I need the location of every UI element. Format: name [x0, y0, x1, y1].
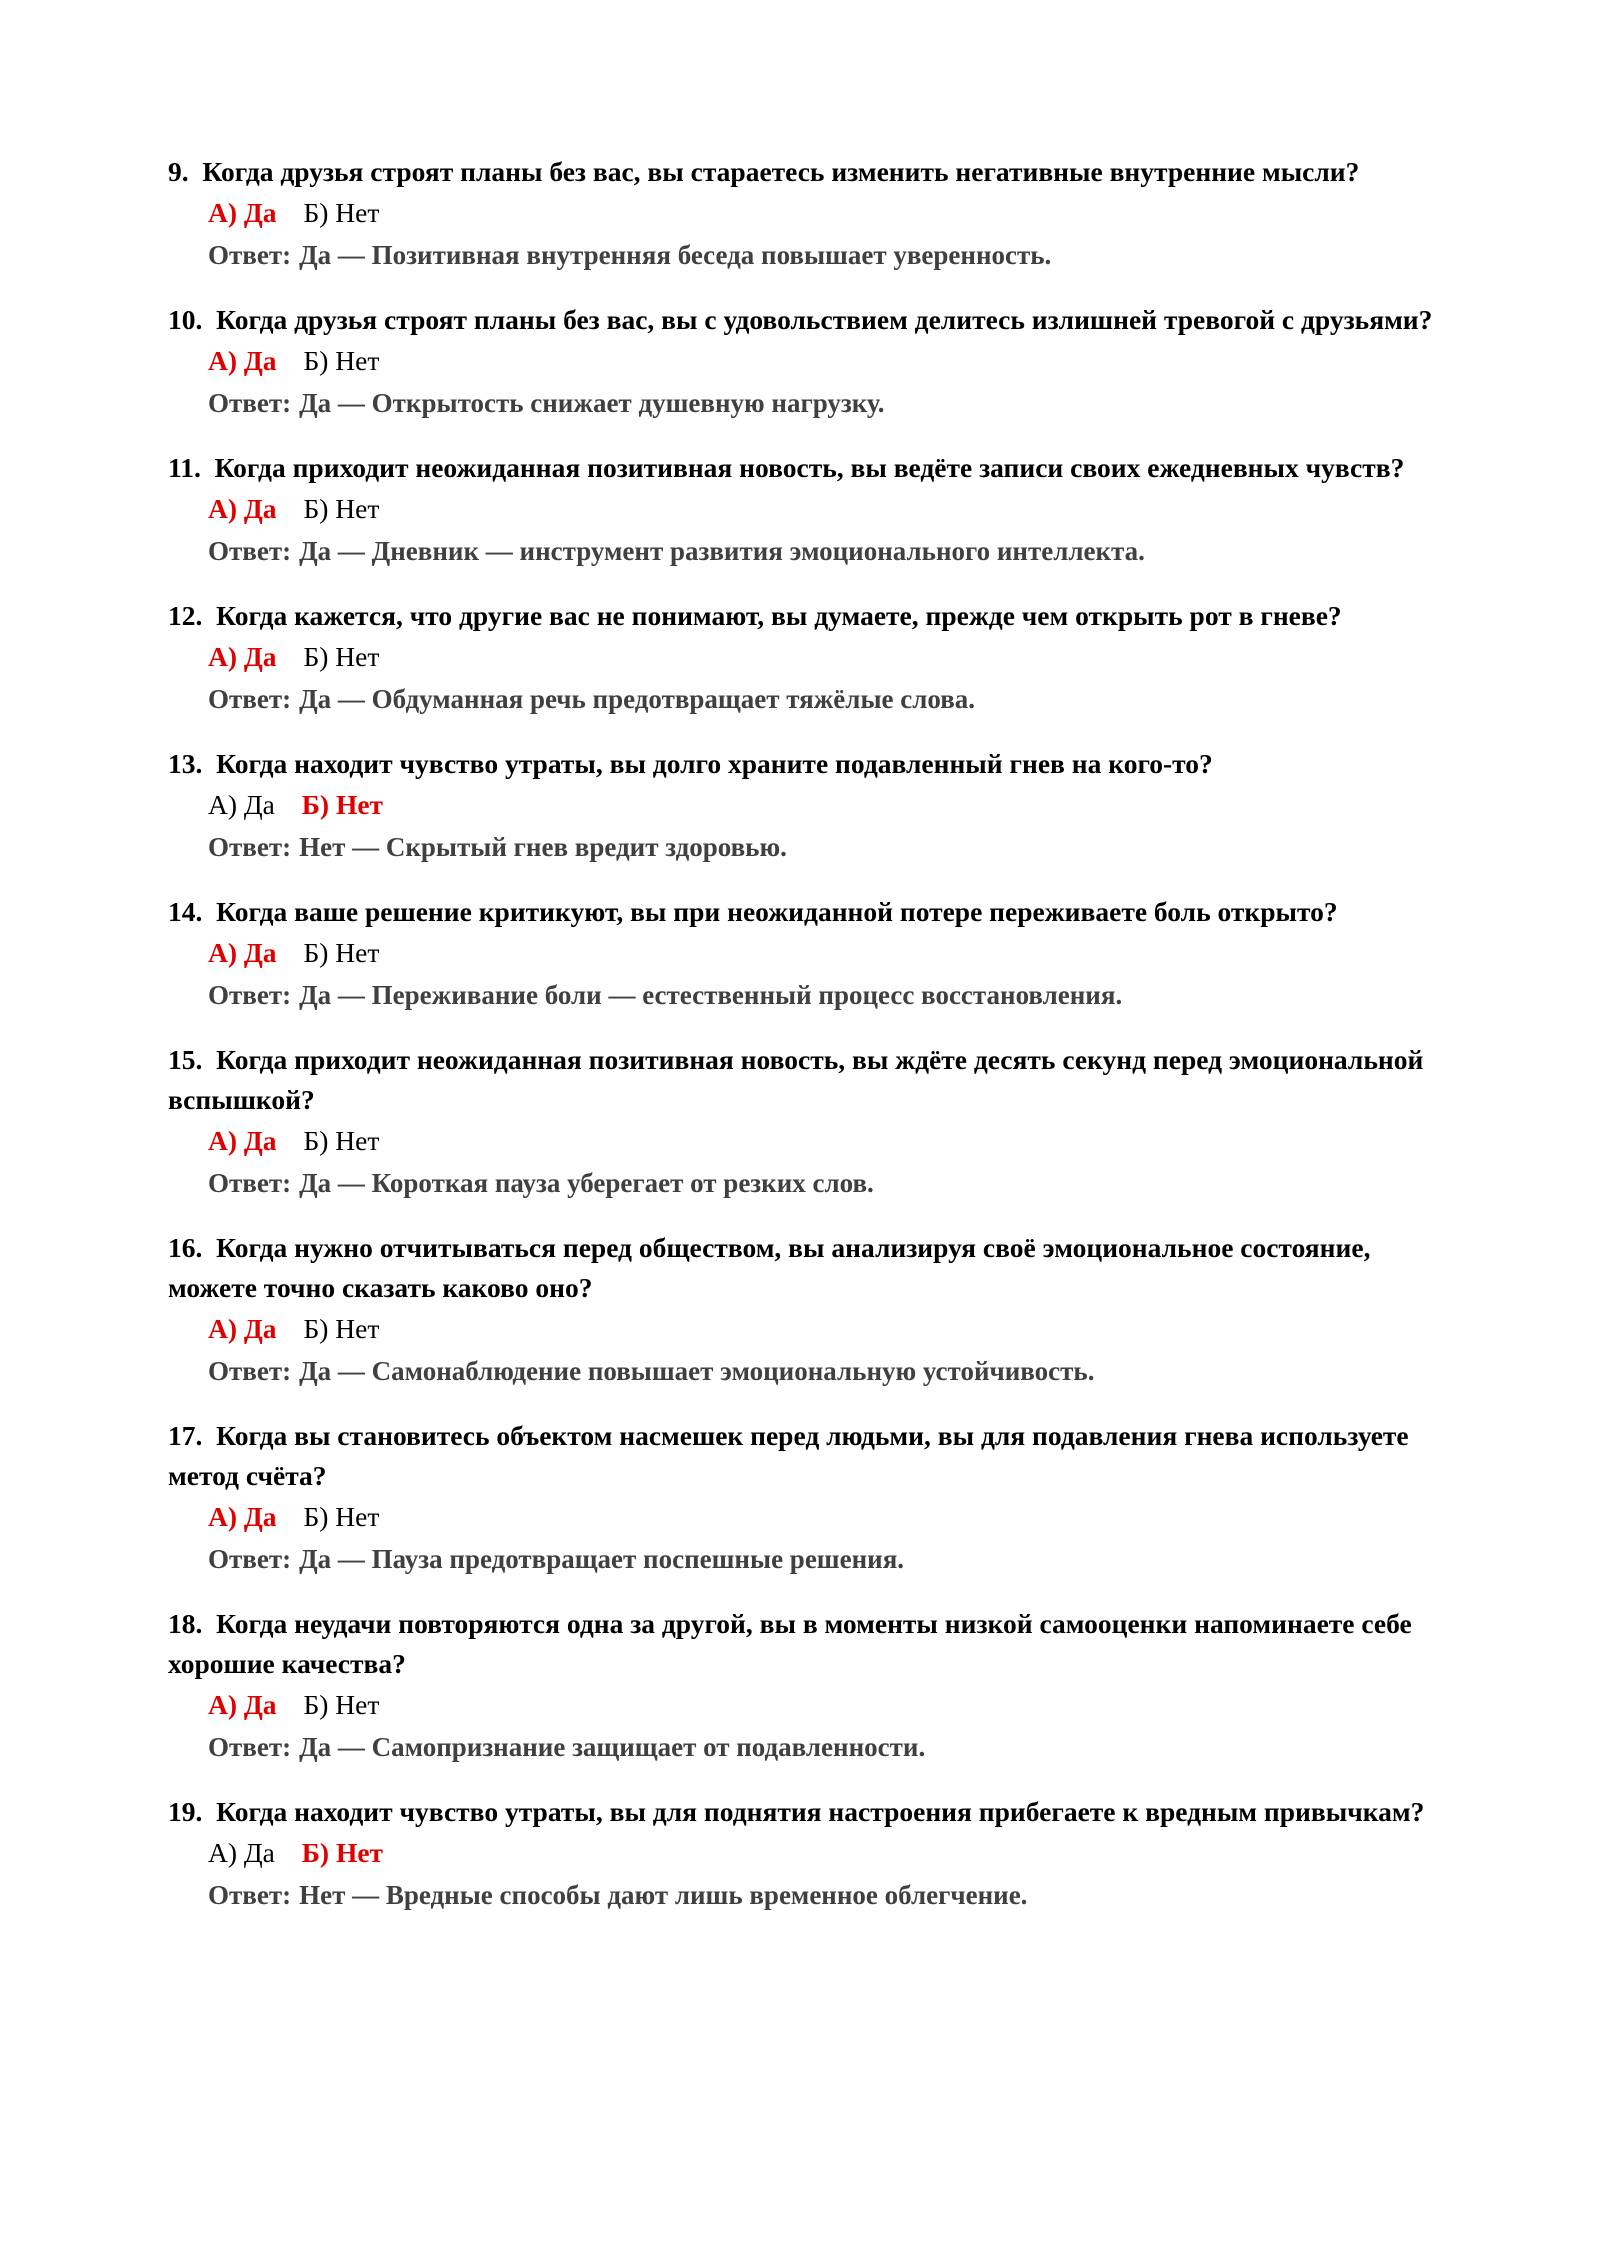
- option-a[interactable]: А) Да: [208, 1125, 277, 1156]
- answer-text: Да — Открытость снижает душевную нагрузку.: [299, 388, 885, 418]
- answer-text: Да — Дневник — инструмент развития эмоционального интеллекта.: [299, 536, 1145, 566]
- option-b[interactable]: Б) Нет: [303, 1313, 380, 1344]
- answer-text: Нет — Вредные способы дают лишь временное облегчение.: [299, 1880, 1028, 1910]
- question-number: 10.: [168, 304, 203, 335]
- answer-label: Ответ:: [208, 1732, 292, 1762]
- question-block: [168, 300, 1438, 424]
- answer-label: Ответ:: [208, 684, 292, 714]
- question-block: [168, 1416, 1438, 1580]
- answer-row: [208, 1538, 1438, 1580]
- option-a[interactable]: А) Да: [208, 789, 275, 820]
- answer-label: Ответ:: [208, 1880, 292, 1910]
- question-body: Когда приходит неожиданная позитивная новость, вы ждёте десять секунд перед эмоциональной вспышкой?: [168, 1044, 1424, 1115]
- option-b[interactable]: Б) Нет: [301, 1837, 384, 1868]
- answer-text: Да — Обдуманная речь предотвращает тяжёлые слова.: [299, 684, 976, 714]
- question-number: 13.: [168, 748, 203, 779]
- question-body: Когда приходит неожиданная позитивная новость, вы ведёте записи своих ежедневных чувств?: [214, 452, 1405, 483]
- question-block: [168, 152, 1438, 276]
- answer-row: [208, 530, 1438, 572]
- option-b[interactable]: Б) Нет: [303, 345, 380, 376]
- question-text: [168, 892, 1438, 932]
- question-block: [168, 1604, 1438, 1768]
- answer-label: Ответ:: [208, 536, 292, 566]
- question-text: [168, 596, 1438, 636]
- question-text: [168, 1416, 1438, 1496]
- answer-row: [208, 234, 1438, 276]
- answer-row: [208, 974, 1438, 1016]
- answer-label: Ответ:: [208, 1168, 292, 1198]
- answer-label: Ответ:: [208, 832, 292, 862]
- options-row: [208, 1120, 1438, 1162]
- question-number: 19.: [168, 1796, 203, 1827]
- question-text: [168, 1792, 1438, 1832]
- question-body: Когда находит чувство утраты, вы для поднятия настроения прибегаете к вредным привычкам?: [216, 1796, 1425, 1827]
- answer-label: Ответ:: [208, 1356, 292, 1386]
- question-number: 11.: [168, 452, 201, 483]
- question-block: [168, 744, 1438, 868]
- answer-text: Да — Пауза предотвращает поспешные решения.: [299, 1544, 905, 1574]
- option-b[interactable]: Б) Нет: [303, 493, 380, 524]
- question-number: 12.: [168, 600, 203, 631]
- option-a[interactable]: А) Да: [208, 1501, 277, 1532]
- quiz-page: [168, 152, 1438, 1940]
- options-row: [208, 1496, 1438, 1538]
- answer-text: Да — Самонаблюдение повышает эмоциональную устойчивость.: [299, 1356, 1095, 1386]
- options-row: [208, 488, 1438, 530]
- question-text: [168, 1228, 1438, 1308]
- option-b[interactable]: Б) Нет: [301, 789, 384, 820]
- question-block: [168, 892, 1438, 1016]
- options-row: [208, 340, 1438, 382]
- option-a[interactable]: А) Да: [208, 345, 277, 376]
- question-block: [168, 1792, 1438, 1916]
- options-row: [208, 1308, 1438, 1350]
- question-number: 9.: [168, 156, 189, 187]
- option-a[interactable]: А) Да: [208, 197, 277, 228]
- question-number: 14.: [168, 896, 203, 927]
- question-number: 18.: [168, 1608, 203, 1639]
- answer-label: Ответ:: [208, 1544, 292, 1574]
- question-text: [168, 300, 1438, 340]
- answer-row: [208, 1726, 1438, 1768]
- option-b[interactable]: Б) Нет: [303, 1689, 380, 1720]
- answer-row: [208, 1874, 1438, 1916]
- option-a[interactable]: А) Да: [208, 493, 277, 524]
- answer-text: Нет — Скрытый гнев вредит здоровью.: [299, 832, 787, 862]
- answer-row: [208, 678, 1438, 720]
- answer-label: Ответ:: [208, 980, 292, 1010]
- question-block: [168, 1228, 1438, 1392]
- answer-row: [208, 1162, 1438, 1204]
- question-body: Когда находит чувство утраты, вы долго храните подавленный гнев на кого-то?: [216, 748, 1213, 779]
- option-b[interactable]: Б) Нет: [303, 641, 380, 672]
- question-body: Когда кажется, что другие вас не понимают, вы думаете, прежде чем открыть рот в гневе?: [216, 600, 1342, 631]
- option-b[interactable]: Б) Нет: [303, 1125, 380, 1156]
- answer-text: Да — Короткая пауза уберегает от резких слов.: [299, 1168, 874, 1198]
- option-a[interactable]: А) Да: [208, 937, 277, 968]
- question-block: [168, 596, 1438, 720]
- options-row: [208, 784, 1438, 826]
- question-body: Когда неудачи повторяются одна за другой, вы в моменты низкой самооценки напоминаете себе хорошие качества?: [168, 1608, 1412, 1679]
- question-list: [168, 152, 1438, 1916]
- option-b[interactable]: Б) Нет: [303, 197, 380, 228]
- answer-text: Да — Позитивная внутренняя беседа повышает уверенность.: [299, 240, 1052, 270]
- answer-text: Да — Самопризнание защищает от подавленности.: [299, 1732, 926, 1762]
- answer-row: [208, 826, 1438, 868]
- answer-label: Ответ:: [208, 240, 292, 270]
- question-number: 17.: [168, 1420, 203, 1451]
- options-row: [208, 1684, 1438, 1726]
- question-number: 15.: [168, 1044, 203, 1075]
- options-row: [208, 636, 1438, 678]
- question-text: [168, 744, 1438, 784]
- option-a[interactable]: А) Да: [208, 641, 277, 672]
- options-row: [208, 932, 1438, 974]
- question-text: [168, 1040, 1438, 1120]
- answer-label: Ответ:: [208, 388, 292, 418]
- answer-text: Да — Переживание боли — естественный процесс восстановления.: [299, 980, 1123, 1010]
- answer-row: [208, 382, 1438, 424]
- option-a[interactable]: А) Да: [208, 1313, 277, 1344]
- question-text: [168, 448, 1438, 488]
- question-block: [168, 448, 1438, 572]
- options-row: [208, 192, 1438, 234]
- question-text: [168, 152, 1438, 192]
- question-body: Когда нужно отчитываться перед обществом, вы анализируя своё эмоциональное состояние, можете точно сказать каково оно?: [168, 1232, 1371, 1303]
- option-b[interactable]: Б) Нет: [303, 937, 380, 968]
- option-a[interactable]: А) Да: [208, 1837, 275, 1868]
- question-text: [168, 1604, 1438, 1684]
- question-number: 16.: [168, 1232, 203, 1263]
- question-body: Когда друзья строят планы без вас, вы стараетесь изменить негативные внутренние мысли?: [202, 156, 1360, 187]
- options-row: [208, 1832, 1438, 1874]
- answer-row: [208, 1350, 1438, 1392]
- option-b[interactable]: Б) Нет: [303, 1501, 380, 1532]
- question-body: Когда друзья строят планы без вас, вы с удовольствием делитесь излишней тревогой с друзьями?: [216, 304, 1433, 335]
- question-body: Когда ваше решение критикуют, вы при неожиданной потере переживаете боль открыто?: [216, 896, 1338, 927]
- option-a[interactable]: А) Да: [208, 1689, 277, 1720]
- question-block: [168, 1040, 1438, 1204]
- question-body: Когда вы становитесь объектом насмешек перед людьми, вы для подавления гнева используете метод счёта?: [168, 1420, 1409, 1491]
